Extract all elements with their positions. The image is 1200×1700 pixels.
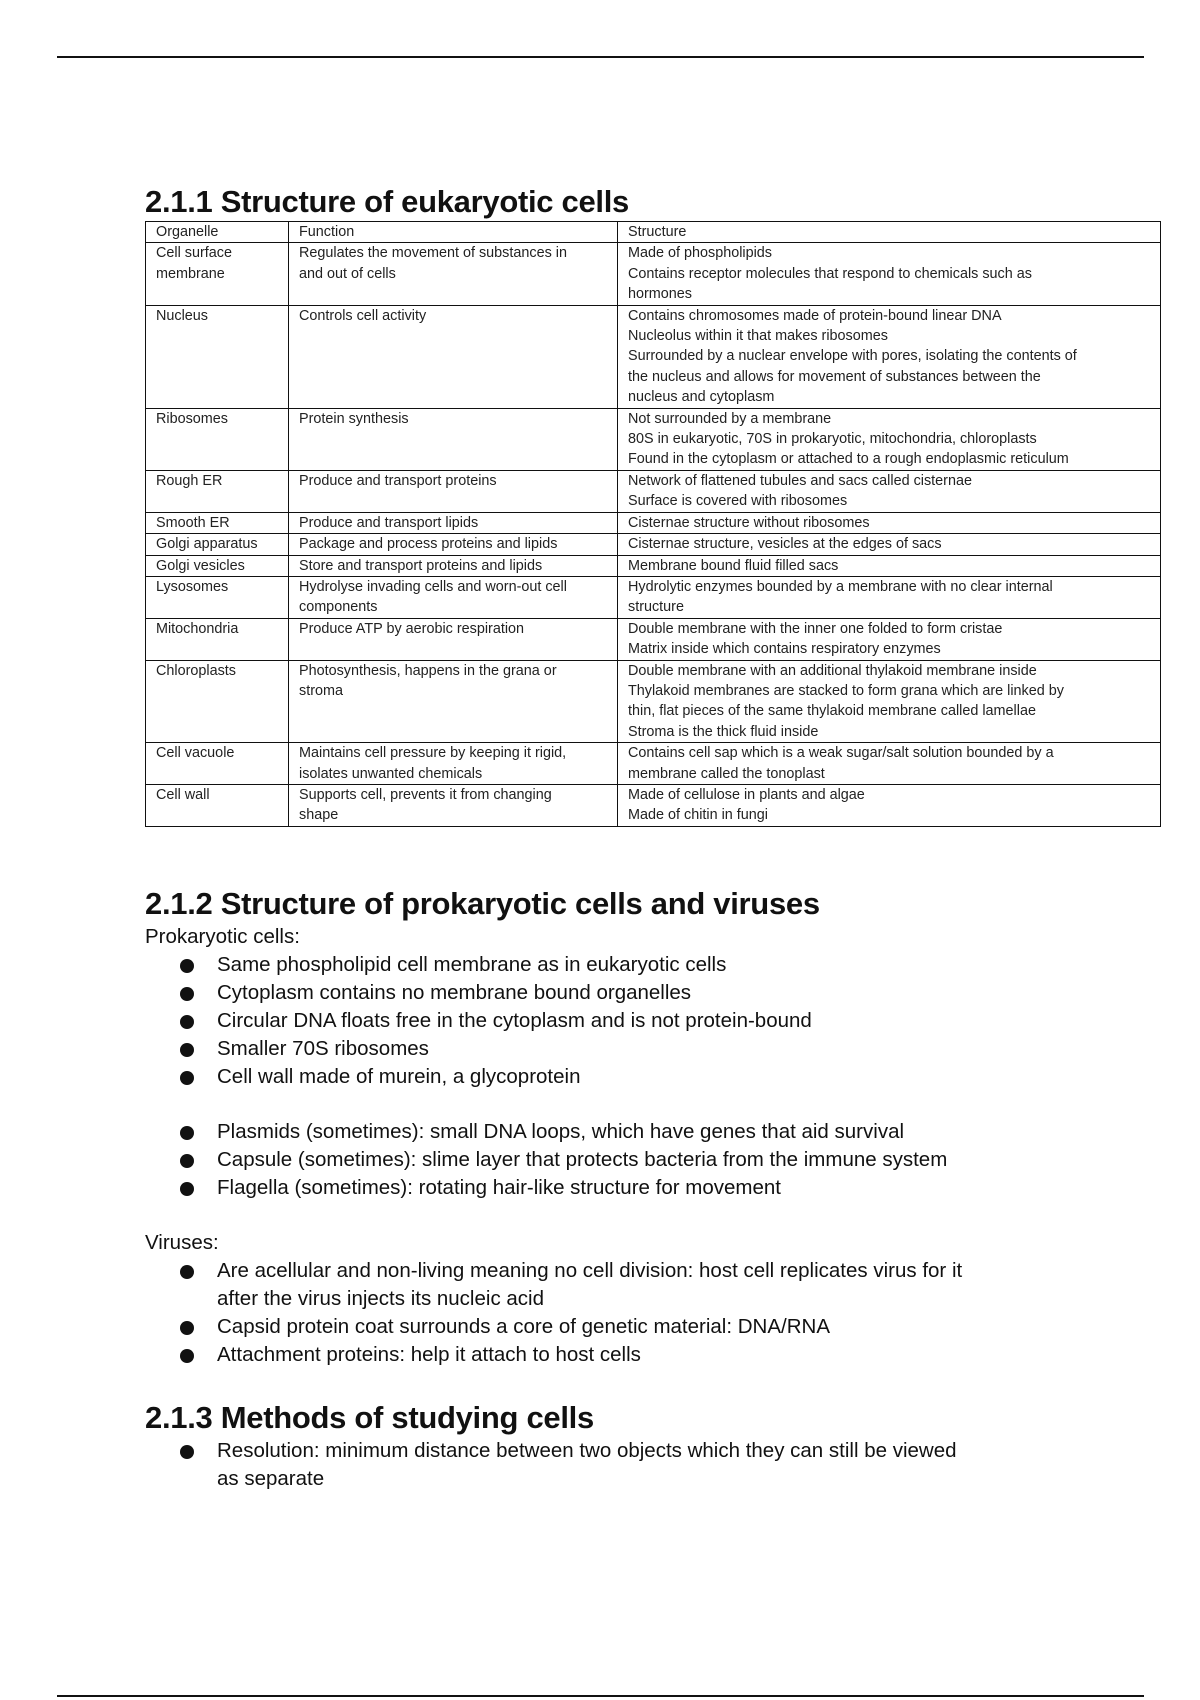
function-cell — [289, 576, 618, 618]
section-title-methods: 2.1.3 Methods of studying cells — [145, 1399, 594, 1435]
structure-cell-line: Hydrolytic enzymes bounded by a membrane with no clear internal — [628, 578, 1053, 595]
list-item — [217, 1437, 1160, 1493]
header-structure: Structure — [618, 222, 1161, 243]
structure-cell-line: Stroma is the thick fluid inside — [628, 723, 819, 740]
organelle-cell-line: Cell wall — [156, 786, 210, 803]
organelle-cell — [146, 555, 289, 576]
list-item: Cell wall made of murein, a glycoprotein — [217, 1063, 1160, 1091]
organelle-cell-line: Ribosomes — [156, 410, 228, 427]
structure-cell-line: Contains chromosomes made of protein-bound linear DNA — [628, 307, 1002, 324]
function-cell-line: stroma — [299, 682, 343, 699]
organelle-table-body — [146, 243, 1161, 826]
list-item-line: Capsid protein coat surrounds a core of genetic material: DNA/RNA — [217, 1314, 831, 1338]
table-row — [146, 470, 1161, 512]
organelle-cell — [146, 512, 289, 533]
function-cell-line: Produce ATP by aerobic respiration — [299, 620, 525, 637]
function-cell — [289, 305, 618, 408]
list-item: Capsule (sometimes): slime layer that protects bacteria from the immune system — [217, 1146, 1160, 1174]
organelle-cell — [146, 784, 289, 826]
table-row — [146, 660, 1161, 743]
structure-cell — [618, 555, 1161, 576]
organelle-cell-line: Lysosomes — [156, 578, 229, 595]
prokaryotic-optional-list — [145, 1118, 1160, 1202]
virus-list — [145, 1257, 1160, 1369]
structure-cell — [618, 243, 1161, 305]
section-title-prokaryotic: 2.1.2 Structure of prokaryotic cells and viruses — [145, 885, 820, 921]
structure-cell-line: Surface is covered with ribosomes — [628, 493, 848, 510]
organelle-cell-line: Cell surface — [156, 245, 232, 262]
organelle-cell-line: Rough ER — [156, 472, 223, 489]
function-cell — [289, 555, 618, 576]
structure-cell-line: Made of cellulose in plants and algae — [628, 786, 865, 803]
function-cell — [289, 243, 618, 305]
organelle-cell-line: Nucleus — [156, 307, 208, 324]
organelle-cell — [146, 243, 289, 305]
structure-cell — [618, 618, 1161, 660]
structure-cell-line: Network of flattened tubules and sacs called cisternae — [628, 472, 972, 489]
function-cell-line: shape — [299, 807, 339, 824]
list-item — [217, 1257, 1160, 1313]
table-row — [146, 618, 1161, 660]
table-header-row — [146, 222, 1161, 243]
structure-cell-line: thin, flat pieces of the same thylakoid membrane called lamellae — [628, 703, 1036, 720]
organelle-cell — [146, 660, 289, 743]
function-cell — [289, 470, 618, 512]
function-cell-line: Protein synthesis — [299, 410, 409, 427]
organelle-cell-line: Cell vacuole — [156, 745, 235, 762]
structure-cell-line: Made of phospholipids — [628, 245, 773, 262]
list-item-line: after the virus injects its nucleic acid — [217, 1286, 544, 1310]
organelle-cell — [146, 470, 289, 512]
structure-cell — [618, 784, 1161, 826]
list-item: Smaller 70S ribosomes — [217, 1035, 1160, 1063]
structure-cell-line: Surrounded by a nuclear envelope with pores, isolating the contents of — [628, 348, 1077, 365]
structure-cell — [618, 534, 1161, 555]
list-item: Circular DNA floats free in the cytoplasm and is not protein-bound — [217, 1007, 1160, 1035]
structure-cell-line: nucleus and cytoplasm — [628, 389, 775, 406]
section-methods — [145, 1399, 1160, 1493]
structure-cell-line: Matrix inside which contains respiratory enzymes — [628, 641, 941, 658]
function-cell — [289, 743, 618, 785]
structure-cell — [618, 743, 1161, 785]
structure-cell — [618, 660, 1161, 743]
prokaryotic-list — [145, 951, 1160, 1091]
table-row — [146, 534, 1161, 555]
table-row — [146, 743, 1161, 785]
table-row — [146, 408, 1161, 470]
list-item-line: Resolution: minimum distance between two objects which they can still be viewed — [217, 1438, 957, 1462]
function-cell — [289, 660, 618, 743]
organelle-cell-line: Chloroplasts — [156, 662, 236, 679]
organelle-cell — [146, 576, 289, 618]
structure-cell-line: Contains receptor molecules that respond to chemicals such as — [628, 265, 1032, 282]
organelle-cell — [146, 618, 289, 660]
structure-cell — [618, 512, 1161, 533]
structure-cell-line: 80S in eukaryotic, 70S in prokaryotic, mitochondria, chloroplasts — [628, 431, 1037, 448]
organelle-table — [145, 221, 1161, 827]
structure-cell — [618, 576, 1161, 618]
organelle-cell — [146, 408, 289, 470]
list-item: Plasmids (sometimes): small DNA loops, which have genes that aid survival — [217, 1118, 1160, 1146]
organelle-cell-line: membrane — [156, 265, 225, 282]
table-row — [146, 784, 1161, 826]
structure-cell-line: Cisternae structure, vesicles at the edges of sacs — [628, 536, 942, 553]
structure-cell — [618, 305, 1161, 408]
list-item-line: Attachment proteins: help it attach to host cells — [217, 1342, 641, 1366]
structure-cell-line: structure — [628, 599, 684, 616]
structure-cell — [618, 470, 1161, 512]
organelle-cell — [146, 534, 289, 555]
structure-cell-line: Cisternae structure without ribosomes — [628, 514, 870, 531]
list-item: Cytoplasm contains no membrane bound organelles — [217, 979, 1160, 1007]
table-row — [146, 512, 1161, 533]
structure-cell-line: Membrane bound fluid filled sacs — [628, 557, 839, 574]
structure-cell-line: the nucleus and allows for movement of substances between the — [628, 368, 1041, 385]
function-cell-line: Store and transport proteins and lipids — [299, 557, 543, 574]
function-cell-line: Maintains cell pressure by keeping it rigid, — [299, 745, 567, 762]
function-cell — [289, 534, 618, 555]
function-cell-line: Hydrolyse invading cells and worn-out cell — [299, 578, 567, 595]
function-cell — [289, 618, 618, 660]
table-row — [146, 243, 1161, 305]
list-item: Same phospholipid cell membrane as in eukaryotic cells — [217, 951, 1160, 979]
list-item — [217, 1341, 1160, 1369]
table-row — [146, 305, 1161, 408]
structure-cell-line: Nucleolus within it that makes ribosomes — [628, 328, 888, 345]
structure-cell — [618, 408, 1161, 470]
structure-cell-line: Made of chitin in fungi — [628, 807, 768, 824]
organelle-cell-line: Smooth ER — [156, 514, 230, 531]
structure-cell-line: Double membrane with an additional thylakoid membrane inside — [628, 662, 1037, 679]
methods-list — [145, 1437, 1160, 1493]
function-cell — [289, 408, 618, 470]
function-cell-line: Supports cell, prevents it from changing — [299, 786, 552, 803]
bottom-rule — [57, 1695, 1144, 1697]
function-cell-line: isolates unwanted chemicals — [299, 765, 483, 782]
organelle-cell — [146, 305, 289, 408]
table-row — [146, 576, 1161, 618]
structure-cell-line: Thylakoid membranes are stacked to form grana which are linked by — [628, 682, 1064, 699]
list-item-line: Are acellular and non-living meaning no cell division: host cell replicates virus for it — [217, 1258, 963, 1282]
function-cell-line: Controls cell activity — [299, 307, 427, 324]
organelle-cell — [146, 743, 289, 785]
structure-cell-line: Contains cell sap which is a weak sugar/salt solution bounded by a — [628, 745, 1054, 762]
list-item — [217, 1313, 1160, 1341]
function-cell-line: and out of cells — [299, 265, 396, 282]
organelle-cell-line: Golgi vesicles — [156, 557, 245, 574]
header-organelle: Organelle — [146, 222, 289, 243]
function-cell — [289, 784, 618, 826]
structure-cell-line: hormones — [628, 286, 692, 303]
structure-cell-line: membrane called the tonoplast — [628, 765, 825, 782]
viruses-label: Viruses: — [145, 1230, 219, 1254]
section-prokaryotic-viruses — [145, 885, 1160, 1369]
organelle-cell-line: Golgi apparatus — [156, 536, 258, 553]
page-content — [145, 183, 1160, 1493]
list-item-line: as separate — [217, 1466, 325, 1490]
structure-cell-line: Found in the cytoplasm or attached to a rough endoplasmic reticulum — [628, 451, 1069, 468]
section-title-eukaryotic: 2.1.1 Structure of eukaryotic cells — [145, 184, 629, 219]
top-rule — [57, 56, 1144, 58]
prokaryotic-label: Prokaryotic cells: — [145, 924, 300, 948]
table-row — [146, 555, 1161, 576]
list-item: Flagella (sometimes): rotating hair-like structure for movement — [217, 1174, 1160, 1202]
function-cell-line: Produce and transport proteins — [299, 472, 497, 489]
organelle-cell-line: Mitochondria — [156, 620, 239, 637]
header-function: Function — [289, 222, 618, 243]
structure-cell-line: Not surrounded by a membrane — [628, 410, 832, 427]
function-cell-line: components — [299, 599, 378, 616]
function-cell-line: Package and process proteins and lipids — [299, 536, 558, 553]
function-cell-line: Regulates the movement of substances in — [299, 245, 567, 262]
function-cell-line: Photosynthesis, happens in the grana or — [299, 662, 557, 679]
function-cell-line: Produce and transport lipids — [299, 514, 479, 531]
function-cell — [289, 512, 618, 533]
structure-cell-line: Double membrane with the inner one folded to form cristae — [628, 620, 1003, 637]
